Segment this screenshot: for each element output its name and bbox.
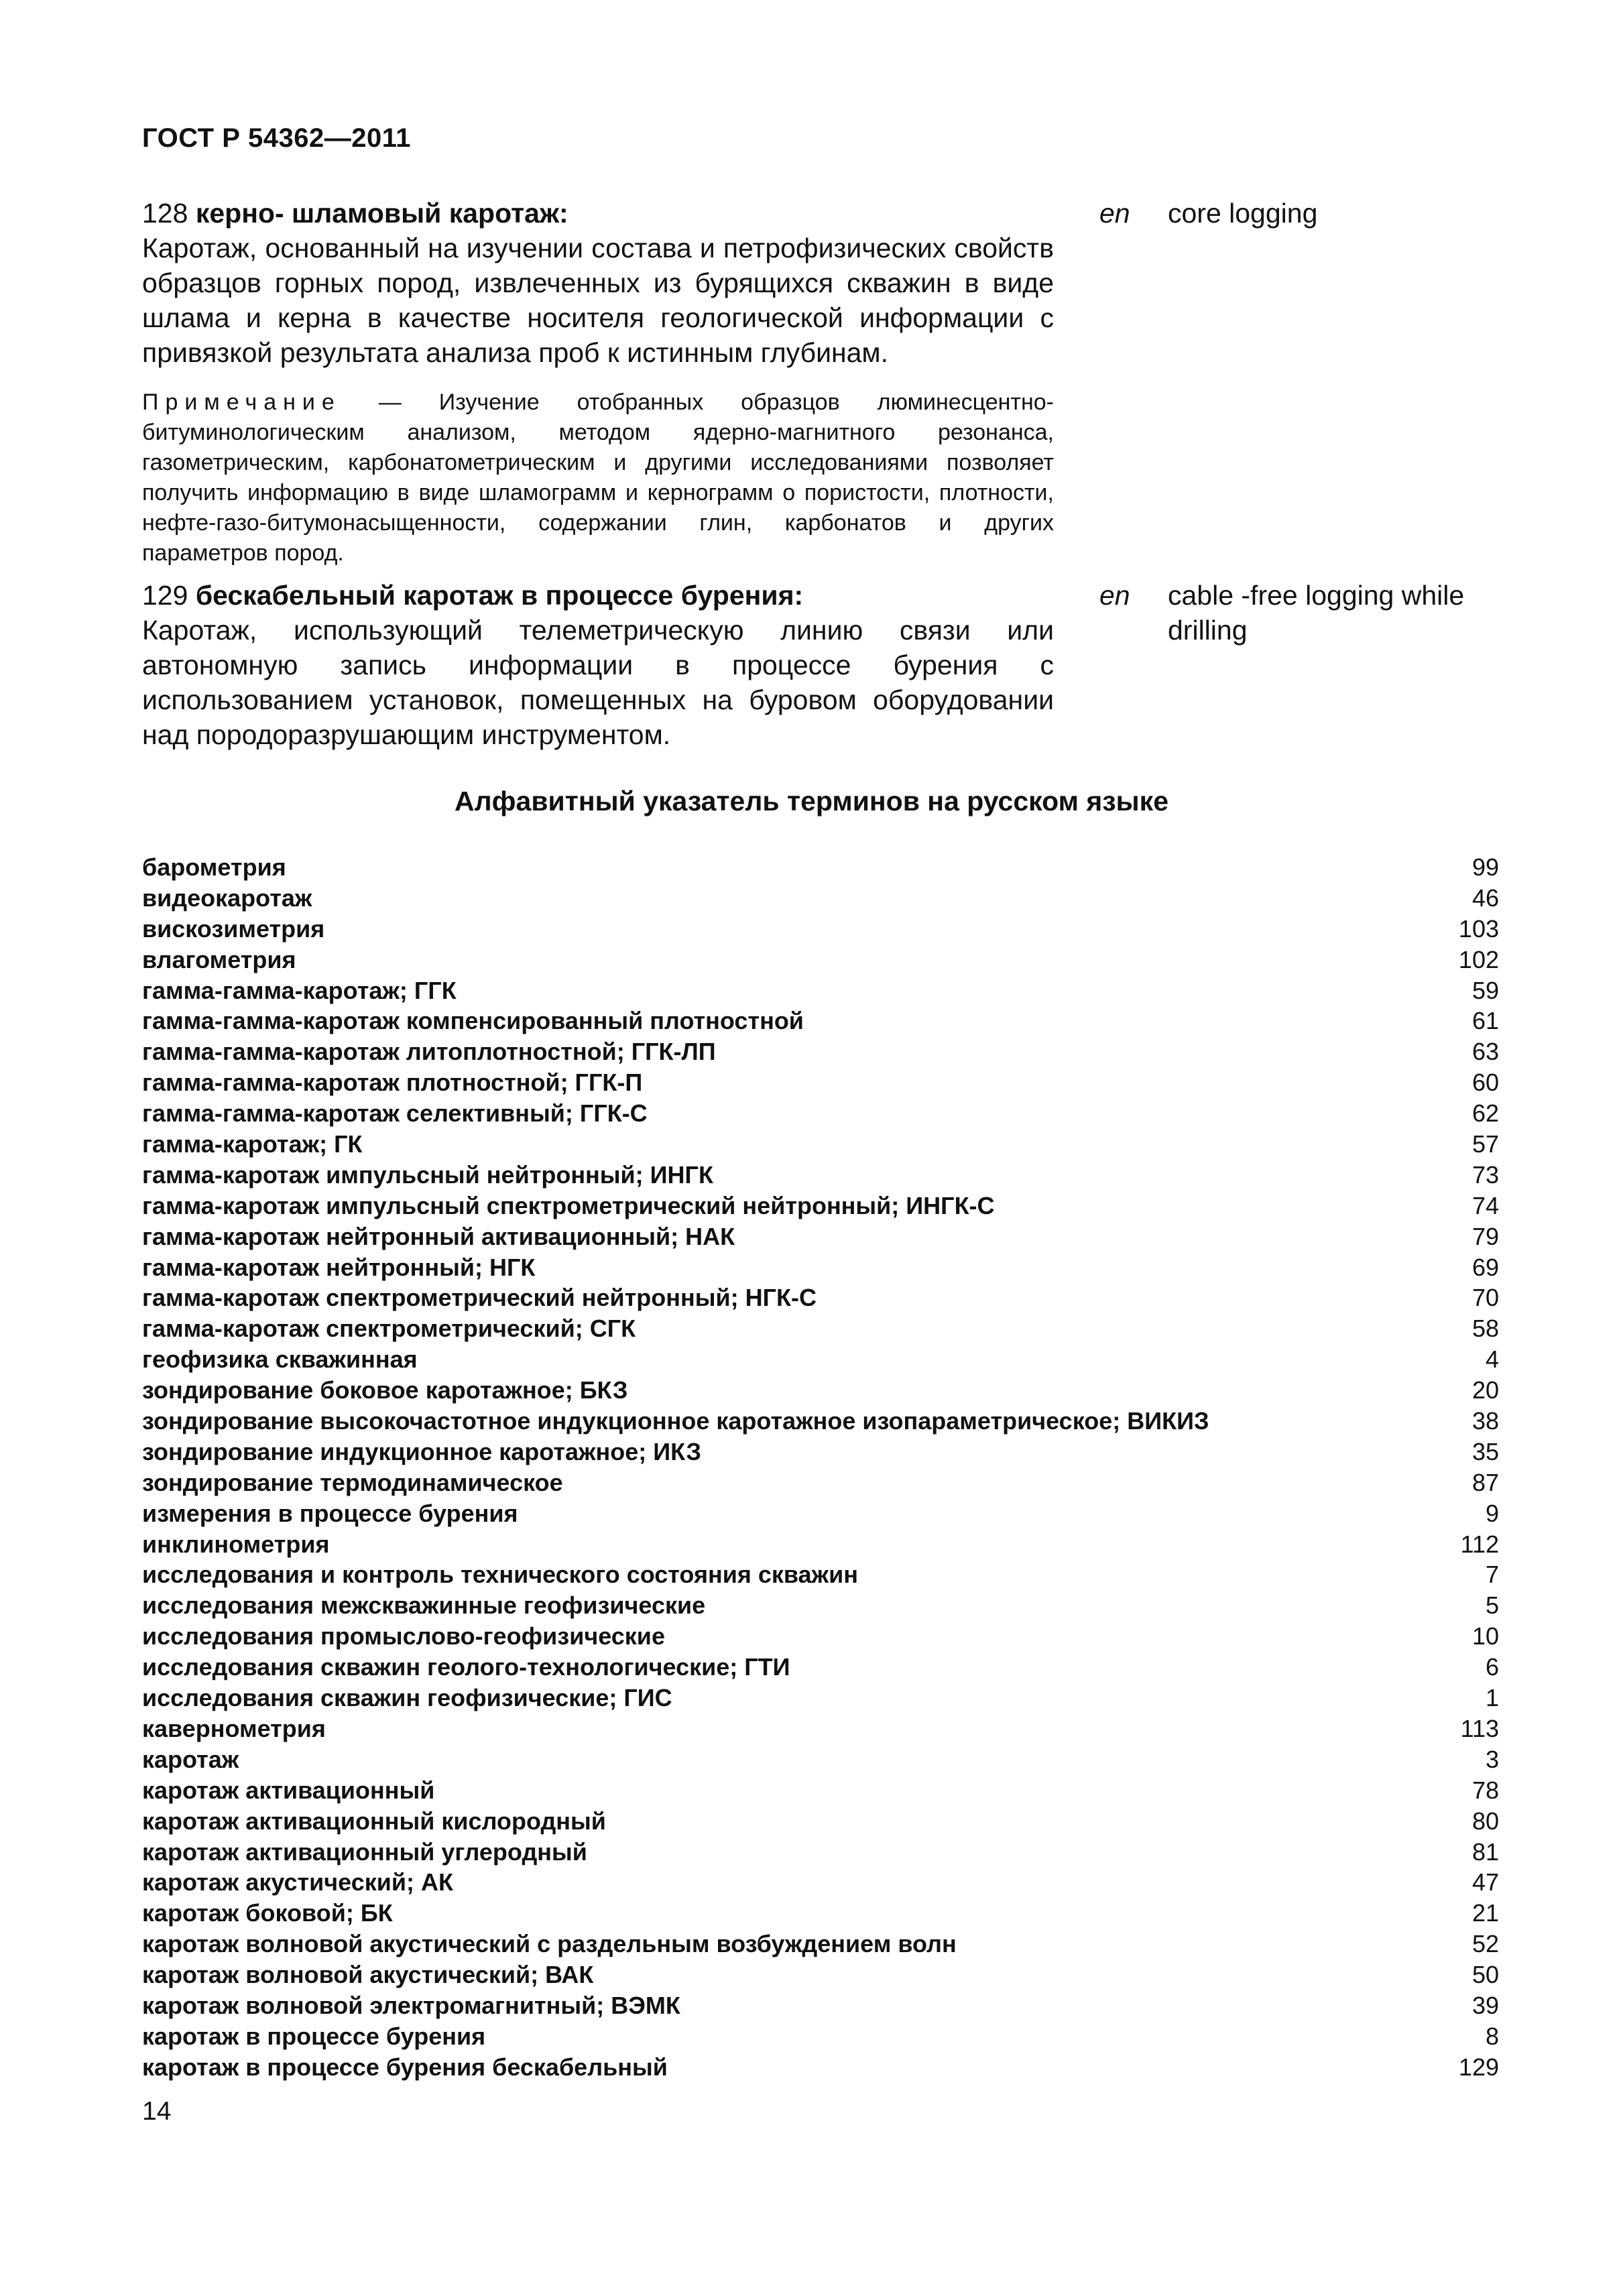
index-term: зондирование индукционное каротажное; ИКЗ: [142, 1437, 702, 1465]
index-entry-number: 99: [1471, 853, 1499, 881]
index-entry-number: 39: [1471, 1991, 1499, 2019]
index-term: измерения в процессе бурения: [142, 1499, 518, 1527]
index-entry-number: 112: [1460, 1530, 1499, 1558]
index-entry-number: 61: [1471, 1007, 1499, 1035]
index-entry-number: 81: [1471, 1837, 1499, 1866]
index-row: [142, 1867, 1499, 1898]
index-term: влагометрия: [142, 945, 296, 973]
index-entry-number: 50: [1471, 1961, 1499, 1989]
index-row: [142, 1129, 1499, 1160]
term-number: 129: [142, 580, 188, 611]
index-row: [142, 1191, 1499, 1221]
term-entry-128: [142, 196, 1054, 370]
index-term: гамма-каротаж; ГК: [142, 1130, 363, 1158]
index-row: [142, 1898, 1499, 1929]
note-label: Примечание: [142, 389, 341, 415]
term-entry-129: [142, 578, 1054, 752]
term-name: бескабельный каротаж в процессе бурения:: [195, 580, 804, 611]
index-term: зондирование высокочастотное индукционное каротажное изопараметрическое; ВИКИЗ: [142, 1407, 1209, 1435]
index-entry-number: 47: [1471, 1868, 1499, 1896]
index-entry-number: 21: [1471, 1899, 1499, 1927]
index-entry-number: 35: [1471, 1437, 1499, 1465]
index-entry-number: 9: [1485, 1499, 1499, 1527]
index-entry-number: 129: [1458, 2053, 1499, 2081]
index-entry-number: 5: [1485, 1591, 1499, 1620]
page-number: 14: [142, 2097, 172, 2126]
index-row: [142, 2052, 1499, 2083]
index-term: зондирование термодинамическое: [142, 1468, 563, 1496]
index-term: барометрия: [142, 853, 286, 881]
index-term: исследования межскважинные геофизические: [142, 1591, 706, 1620]
index-term: гамма-каротаж спектрометрический; СГК: [142, 1315, 636, 1343]
index-entry-number: 6: [1485, 1653, 1499, 1681]
index-term: каротаж активационный: [142, 1776, 435, 1804]
index-row: [142, 1498, 1499, 1529]
index-row: [142, 1313, 1499, 1344]
index-entry-number: 3: [1485, 1745, 1499, 1773]
index-entry-number: 8: [1485, 2022, 1499, 2050]
term-definition: Каротаж, основанный на изучении состава и петрофизических свойств образцов горных пород, извлеченных из бурящихся скважин в виде шлама и керна в качестве носителя геологической информации с привязкой результата анализа проб к истинным глубинам.: [142, 233, 1054, 368]
index-entry-number: 58: [1471, 1315, 1499, 1343]
index-row: [142, 1959, 1499, 1990]
index-row: [142, 1006, 1499, 1036]
index-row: [142, 1067, 1499, 1098]
index-term: гамма-гамма-каротаж компенсированный плотностной: [142, 1007, 804, 1035]
index-term: исследования промыслово-геофизические: [142, 1622, 665, 1650]
index-term: каротаж в процессе бурения: [142, 2022, 486, 2050]
index-entry-number: 10: [1471, 1622, 1499, 1650]
index-row: [142, 1806, 1499, 1837]
index-term: гамма-каротаж импульсный спектрометрический нейтронный; ИНГК-С: [142, 1191, 995, 1219]
index-row: [142, 1437, 1499, 1467]
index-entry-number: 103: [1458, 914, 1499, 943]
index-entry-number: 57: [1471, 1130, 1499, 1158]
note-text: — Изучение отобранных образцов люминесцентно-битуминологическим анализом, методом ядерно-магнитного резонанса, газометрическим, карбонатометрическим и другими исследованиями позволяет получить информацию в виде шламограмм и кернограмм о пористости, плотности, нефте-газо-битумонасыщенности, содержании глин, карбонатов и других параметров пород.: [142, 389, 1054, 566]
index-row: [142, 975, 1499, 1006]
index-entry-number: 70: [1471, 1284, 1499, 1312]
index-row: [142, 1221, 1499, 1252]
index-entry-number: 73: [1471, 1160, 1499, 1189]
index-row: [142, 1775, 1499, 1806]
foreign-equivalent: cable -free logging while drilling: [1168, 580, 1465, 646]
index-row: [142, 945, 1499, 975]
document-id-header: ГОСТ Р 54362—2011: [142, 123, 411, 153]
index-row: [142, 1621, 1499, 1652]
index-entry-number: 63: [1471, 1038, 1499, 1066]
index-entry-number: 102: [1458, 945, 1499, 973]
index-row: [142, 1282, 1499, 1313]
index-term: гамма-гамма-каротаж селективный; ГГК-С: [142, 1099, 648, 1128]
index-row: [142, 1652, 1499, 1683]
index-row: [142, 1252, 1499, 1283]
index-term: каротаж боковой; БК: [142, 1899, 393, 1927]
index-entry-number: 7: [1485, 1561, 1499, 1589]
index-entry-number: 80: [1471, 1807, 1499, 1835]
index-term: гамма-гамма-каротаж плотностной; ГГК-П: [142, 1069, 643, 1097]
index-term: каротаж акустический; АК: [142, 1868, 453, 1896]
index-row: [142, 852, 1499, 883]
index-row: [142, 1098, 1499, 1129]
index-row: [142, 1036, 1499, 1067]
index-term: исследования скважин геофизические; ГИС: [142, 1684, 672, 1712]
index-entry-number: 78: [1471, 1776, 1499, 1804]
index-term: каротаж активационный кислородный: [142, 1807, 606, 1835]
index-entry-number: 79: [1471, 1222, 1499, 1250]
index-entry-number: 62: [1471, 1099, 1499, 1128]
index-term: каротаж волновой акустический; ВАК: [142, 1961, 594, 1989]
index-row: [142, 883, 1499, 914]
term-number: 128: [142, 198, 188, 229]
index-term: гамма-каротаж спектрометрический нейтронный; НГК-С: [142, 1284, 817, 1312]
index-row: [142, 2021, 1499, 2052]
index-term: исследования скважин геолого-технологические; ГТИ: [142, 1653, 790, 1681]
index-entry-number: 52: [1471, 1930, 1499, 1958]
index-row: [142, 1559, 1499, 1590]
index-entry-number: 38: [1471, 1407, 1499, 1435]
index-row: [142, 1344, 1499, 1375]
index-row: [142, 1467, 1499, 1498]
term-name: керно- шламовый каротаж:: [195, 198, 568, 229]
index-title: Алфавитный указатель терминов на русском языке: [455, 786, 1168, 817]
index-entry-number: 59: [1471, 976, 1499, 1004]
index-entry-number: 20: [1471, 1376, 1499, 1404]
index-term: инклинометрия: [142, 1530, 330, 1558]
index-term: каротаж волновой электромагнитный; ВЭМК: [142, 1991, 680, 2019]
index-entry-number: 87: [1471, 1468, 1499, 1496]
index-row: [142, 1713, 1499, 1744]
index-row: [142, 1160, 1499, 1191]
index-row: [142, 1744, 1499, 1775]
index-row: [142, 1929, 1499, 1959]
index-term: каротаж в процессе бурения бескабельный: [142, 2053, 668, 2081]
index-term: гамма-гамма-каротаж литоплотностной; ГГК-ЛП: [142, 1038, 716, 1066]
index-entry-number: 60: [1471, 1069, 1499, 1097]
index-term: кавернометрия: [142, 1714, 326, 1742]
term-definition: Каротаж, использующий телеметрическую линию связи или автономную запись информации в процессе бурения с использованием установок, помещенных на буровом оборудовании над породоразрушающим инструментом.: [142, 615, 1054, 750]
index-row: [142, 1529, 1499, 1560]
index-list: [142, 852, 1499, 2083]
index-row: [142, 1375, 1499, 1406]
index-row: [142, 1406, 1499, 1437]
index-term: исследования и контроль технического состояния скважин: [142, 1561, 858, 1589]
term-heading: [142, 578, 1054, 613]
index-row: [142, 1683, 1499, 1713]
index-term: гамма-каротаж импульсный нейтронный; ИНГК: [142, 1160, 713, 1189]
index-term: гамма-каротаж нейтронный активационный; НАК: [142, 1222, 735, 1250]
index-row: [142, 1590, 1499, 1621]
index-term: вискозиметрия: [142, 914, 325, 943]
language-code: en: [1099, 580, 1130, 611]
index-term: геофизика скважинная: [142, 1345, 418, 1374]
index-entry-number: 46: [1471, 884, 1499, 912]
index-entry-number: 113: [1460, 1714, 1499, 1742]
index-entry-number: 69: [1471, 1253, 1499, 1281]
language-code: en: [1099, 198, 1130, 229]
index-row: [142, 1837, 1499, 1868]
foreign-equivalent: core logging: [1168, 198, 1318, 229]
index-entry-number: 4: [1485, 1345, 1499, 1374]
index-entry-number: 74: [1471, 1191, 1499, 1219]
index-term: каротаж волновой акустический с раздельным возбуждением волн: [142, 1930, 957, 1958]
term-note: [142, 387, 1054, 568]
index-term: каротаж активационный углеродный: [142, 1837, 587, 1866]
index-entry-number: 1: [1485, 1684, 1499, 1712]
index-term: зондирование боковое каротажное; БКЗ: [142, 1376, 628, 1404]
index-term: каротаж: [142, 1745, 239, 1773]
term-heading: [142, 196, 1054, 231]
index-term: гамма-каротаж нейтронный; НГК: [142, 1253, 536, 1281]
index-row: [142, 1990, 1499, 2021]
index-row: [142, 914, 1499, 945]
index-term: видеокаротаж: [142, 884, 312, 912]
index-term: гамма-гамма-каротаж; ГГК: [142, 976, 457, 1004]
